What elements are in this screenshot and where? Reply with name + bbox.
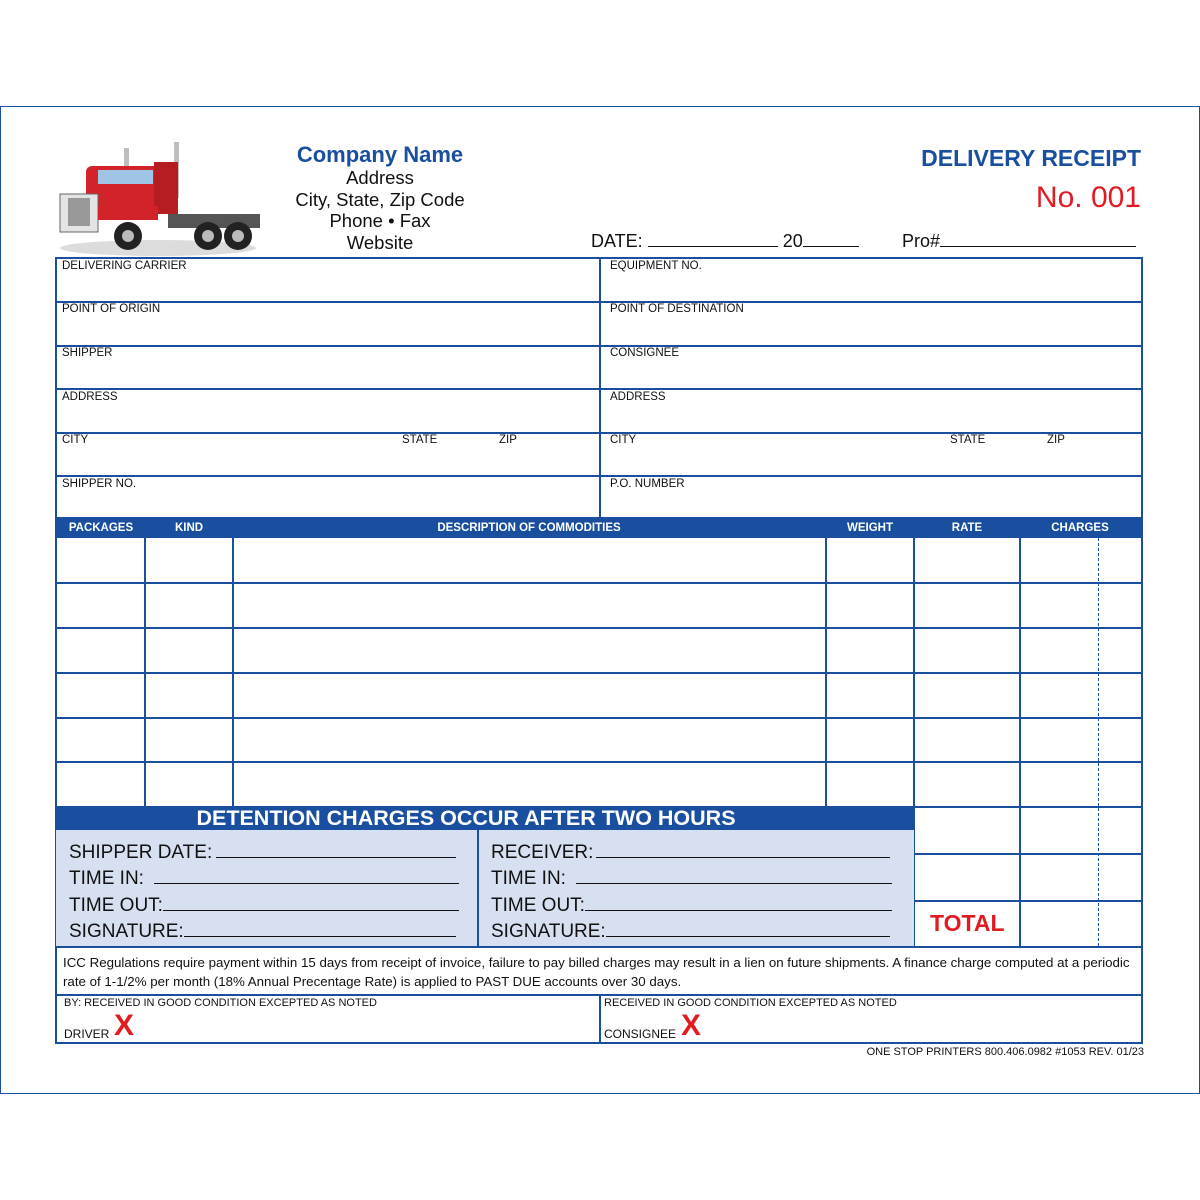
table-row[interactable] (56, 763, 1142, 806)
shipper-signature-field[interactable] (69, 919, 456, 946)
consignee-zip-field[interactable]: ZIP (1047, 434, 1065, 446)
driver-note: BY: RECEIVED IN GOOD CONDITION EXCEPTED AS NOTED (64, 997, 377, 1009)
city-line: City, State, Zip Code (295, 188, 465, 210)
website-line: Website (346, 231, 414, 253)
receiver-time-out-label: TIME OUT: (491, 895, 585, 916)
shipper-time-out-label: TIME OUT: (69, 895, 163, 916)
year-prefix: 20 (782, 231, 803, 251)
shipper-address-field[interactable]: ADDRESS (62, 391, 118, 403)
company-name: Company Name (296, 142, 464, 167)
company-address (270, 167, 490, 253)
col-charges: CHARGES (1051, 522, 1109, 534)
shipper-date-field[interactable] (69, 840, 456, 867)
payment-terms: ICC Regulations require payment within 15 days from receipt of invoice, failure to pay billed charges may result in a lien on future shipments. A finance charge computed at a periodic rate of 1-1/2% per month (18% Annual Precentage Rate) is applied to PAST DUE accounts over 30 days. (63, 955, 1130, 989)
receiver-signature-label: SIGNATURE: (491, 921, 606, 942)
receipt-number: No. 001 (1035, 181, 1141, 214)
driver-sign-here-mark: X (114, 1009, 135, 1042)
shipper-time-in-label: TIME IN: (69, 868, 144, 889)
shipper-signature-label: SIGNATURE: (69, 921, 184, 942)
commodity-rows[interactable] (56, 540, 1142, 806)
receiver-time-in-field[interactable] (491, 866, 892, 893)
table-row[interactable] (56, 674, 1142, 717)
printer-footer: ONE STOP PRINTERS 800.406.0982 #1053 REV. 01/23 (866, 1046, 1144, 1058)
shipper-state-field[interactable]: STATE (402, 434, 438, 446)
delivering-carrier-field[interactable]: DELIVERING CARRIER (62, 260, 187, 272)
consignee-address-field[interactable]: ADDRESS (610, 391, 666, 403)
table-row[interactable] (56, 540, 1142, 582)
date-label: DATE: (591, 231, 643, 251)
date-field[interactable] (591, 230, 859, 252)
total-field[interactable] (1021, 902, 1141, 946)
col-kind: KIND (174, 522, 204, 534)
phone-line: Phone • Fax (329, 210, 431, 231)
consignee-signature-field[interactable] (716, 1010, 1136, 1040)
driver-label: DRIVER (64, 1027, 110, 1041)
table-row[interactable] (56, 719, 1142, 761)
point-of-destination-field[interactable]: POINT OF DESTINATION (610, 303, 744, 315)
total-label: TOTAL (930, 910, 1005, 936)
shipper-zip-field[interactable]: ZIP (499, 434, 517, 446)
pro-label: Pro# (902, 231, 941, 251)
col-rate: RATE (951, 522, 983, 534)
receiver-label: RECEIVER: (491, 842, 594, 863)
shipper-field[interactable]: SHIPPER (62, 347, 113, 359)
shipper-city-field[interactable]: CITY (62, 434, 89, 446)
table-row[interactable] (56, 584, 1142, 627)
receiver-time-in-label: TIME IN: (491, 868, 566, 889)
point-of-origin-field[interactable]: POINT OF ORIGIN (62, 303, 161, 315)
driver-signature-field[interactable] (150, 1010, 590, 1040)
address-line: Address (346, 167, 414, 188)
semi-truck-icon (58, 140, 263, 258)
shipper-no-field[interactable]: SHIPPER NO. (62, 478, 137, 490)
col-packages: PACKAGES (68, 522, 134, 534)
col-weight: WEIGHT (847, 522, 893, 534)
consignee-state-field[interactable]: STATE (950, 434, 986, 446)
equipment-no-field[interactable]: EQUIPMENT NO. (610, 260, 702, 272)
shipper-time-out-field[interactable] (69, 893, 459, 920)
form-title: DELIVERY RECEIPT (921, 145, 1141, 171)
consignee-sign-here-mark: X (681, 1009, 702, 1042)
consignee-note: RECEIVED IN GOOD CONDITION EXCEPTED AS NOTED (604, 997, 897, 1009)
shipper-time-in-field[interactable] (69, 866, 459, 893)
consignee-city-field[interactable]: CITY (610, 434, 637, 446)
consignee-label: CONSIGNEE (604, 1027, 677, 1041)
consignee-field[interactable]: CONSIGNEE (610, 347, 680, 359)
po-number-field[interactable]: P.O. NUMBER (610, 478, 685, 490)
receiver-time-out-field[interactable] (491, 893, 892, 920)
detention-banner-text: DETENTION CHARGES OCCUR AFTER TWO HOURS (196, 806, 736, 830)
table-row[interactable] (56, 629, 1142, 672)
receiver-signature-field[interactable] (491, 919, 890, 946)
shipper-date-label: SHIPPER DATE: (69, 842, 213, 863)
col-description: DESCRIPTION OF COMMODITIES (437, 522, 621, 534)
pro-field[interactable] (902, 230, 1136, 252)
receiver-field[interactable] (491, 840, 890, 867)
